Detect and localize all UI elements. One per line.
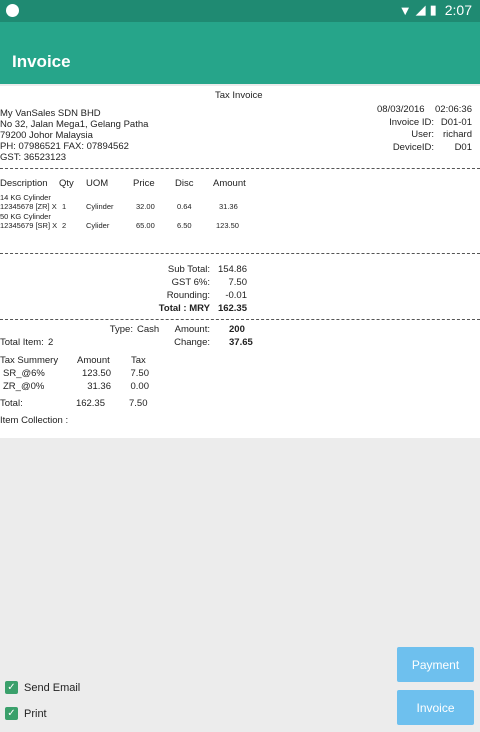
tax-amount: 123.50: [81, 368, 111, 379]
total-label: Total : MRY: [158, 303, 210, 314]
total-item-label: Total Item:: [0, 337, 44, 348]
invoice-date: 08/03/2016: [377, 104, 425, 115]
tax-value: 0.00: [130, 381, 149, 392]
send-email-label: Send Email: [24, 682, 81, 694]
checkmark-icon: ✓: [7, 708, 16, 719]
item-disc: 6.50: [177, 221, 192, 230]
page-title: Invoice: [12, 52, 71, 71]
total-item-value: 2: [48, 337, 54, 348]
tax-amount-header: Amount: [77, 355, 110, 366]
amount-value: 200: [229, 324, 245, 335]
item-price: 32.00: [136, 202, 155, 211]
total-value: 162.35: [217, 303, 247, 314]
tax-header: Tax: [131, 355, 146, 366]
subtotal-label: Sub Total:: [167, 264, 210, 275]
status-icons: [399, 2, 472, 18]
user-value: richard: [442, 129, 472, 140]
item-code: 12345678 [ZR] X: [0, 202, 57, 211]
invoice-receipt: [0, 86, 480, 438]
item-uom: Cylider: [86, 221, 110, 230]
item-qty: 1: [62, 202, 67, 211]
battery-icon: ▮: [429, 2, 437, 17]
rounding-value: -0.01: [225, 290, 247, 301]
col-amount: Amount: [213, 178, 246, 189]
payment-button[interactable]: Payment: [397, 647, 474, 682]
invoice-time: 02:06:36: [435, 104, 472, 115]
amount-label: Amount:: [174, 324, 210, 335]
gst-label: GST 6%:: [171, 277, 210, 288]
send-email-checkbox[interactable]: [5, 681, 18, 694]
col-disc: Disc: [175, 178, 194, 189]
status-bar: [0, 0, 480, 22]
divider: [0, 319, 480, 320]
change-label: Change:: [174, 337, 210, 348]
tax-code: ZR_@0%: [3, 381, 45, 392]
company-gst: GST: 36523123: [0, 152, 67, 163]
subtotal-value: 154.86: [217, 264, 247, 275]
col-price: Price: [133, 178, 155, 189]
tax-total-tax: 7.50: [129, 398, 148, 409]
invoice-button[interactable]: Invoice: [397, 690, 474, 725]
tax-summary-header: Tax Summery: [0, 355, 59, 366]
invoice-id: D01-01: [440, 117, 472, 128]
item-name: 14 KG Cylinder: [0, 193, 51, 202]
company-address-1: No 32, Jalan Mega1, Gelang Patha: [0, 119, 149, 130]
divider: [0, 168, 480, 169]
tax-code: SR_@6%: [3, 368, 45, 379]
tax-total-amount: 162.35: [75, 398, 105, 409]
device-label: DeviceID:: [392, 142, 434, 153]
signal-icon: ◢: [415, 2, 426, 17]
item-qty: 2: [62, 221, 67, 230]
item-name: 50 KG Cylinder: [0, 212, 51, 221]
item-price: 65.00: [136, 221, 155, 230]
status-time: 2:07: [444, 2, 472, 18]
col-uom: UOM: [86, 178, 109, 189]
divider: [0, 253, 480, 254]
tax-amount: 31.36: [87, 381, 111, 392]
change-value: 37.65: [229, 337, 253, 348]
user-label: User:: [411, 129, 434, 140]
wifi-icon: ▼: [398, 2, 412, 18]
col-qty: Qty: [59, 178, 74, 189]
item-uom: Cylinder: [86, 202, 114, 211]
tax-total-label: Total:: [0, 398, 23, 409]
company-name: My VanSales SDN BHD: [0, 108, 101, 119]
item-amount: 31.36: [219, 202, 238, 211]
receipt-heading: Tax Invoice: [215, 90, 263, 101]
print-label: Print: [24, 708, 47, 720]
item-collection-label: Item Collection :: [0, 415, 69, 426]
invoice-id-label: Invoice ID:: [389, 117, 434, 128]
app-bar: [0, 22, 480, 84]
item-disc: 0.64: [177, 202, 192, 211]
item-amount: 123.50: [216, 221, 239, 230]
gst-value: 7.50: [228, 277, 247, 288]
print-checkbox[interactable]: [5, 707, 18, 720]
col-description: Description: [0, 178, 48, 189]
item-code: 12345679 [SR] X: [0, 221, 58, 230]
payment-type: Cash: [137, 324, 160, 335]
checkmark-icon: ✓: [7, 682, 16, 693]
notification-dot-icon: [6, 4, 19, 17]
tax-value: 7.50: [130, 368, 149, 379]
company-phone-fax: PH: 07986521 FAX: 07894562: [0, 141, 129, 152]
rounding-label: Rounding:: [166, 290, 210, 301]
device-value: D01: [454, 142, 472, 153]
payment-type-label: Type:: [109, 324, 133, 335]
company-address-2: 79200 Johor Malaysia: [0, 130, 93, 141]
